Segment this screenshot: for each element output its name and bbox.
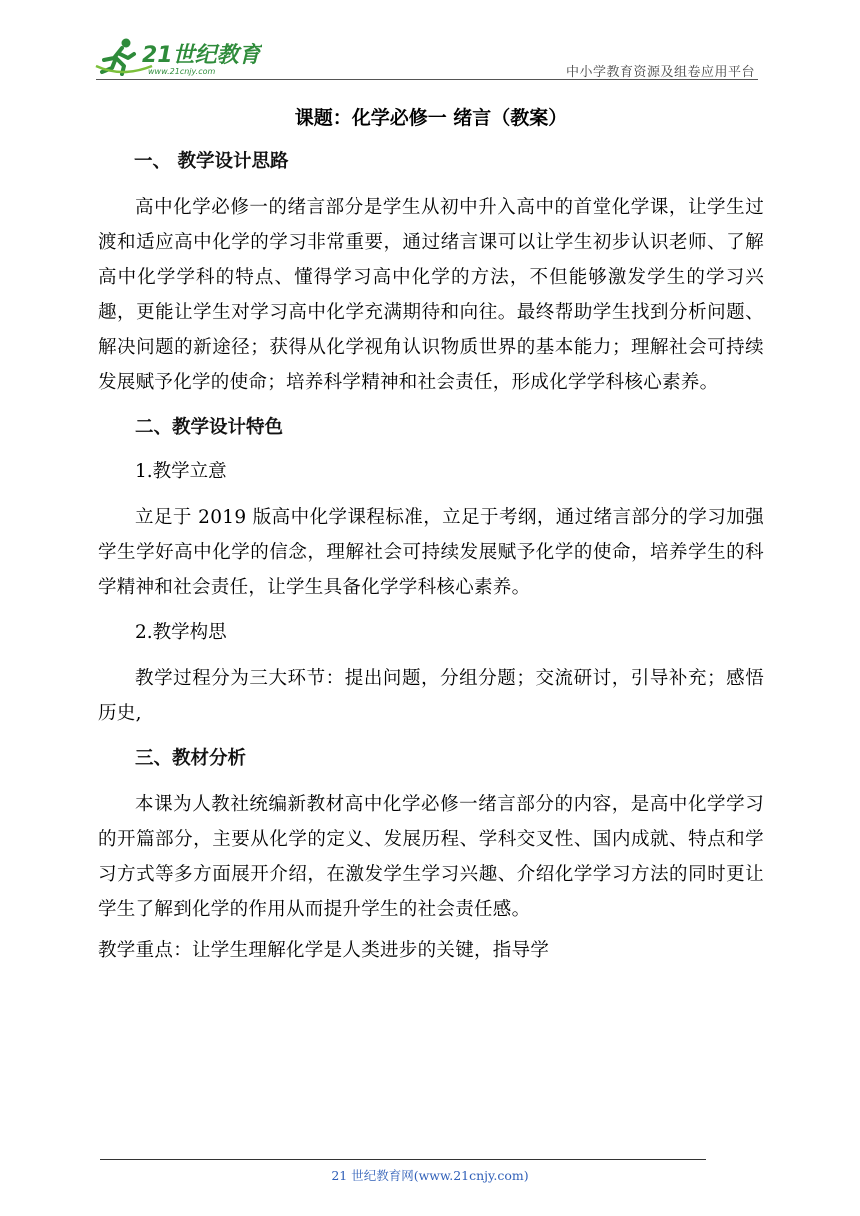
- paragraph-textbook-analysis: 本课为人教社统编新教材高中化学必修一绪言部分的内容，是高中化学学习的开篇部分，主要从化学的定义、发展历程、学科交叉性、国内成就、特点和学习方式等多方面展开介绍，在激发学生学习兴趣、介绍化学学习方法的同时更让学生了解到化学的作用从而提升学生的社会责任感。: [98, 794, 764, 920]
- section-heading-1: 一、 教学设计思路: [134, 151, 289, 172]
- section-heading-2: 二、教学设计特色: [135, 417, 284, 438]
- teaching-key-point: 教学重点：让学生理解化学是人类进步的关键，指导学: [98, 940, 550, 961]
- header-divider: [96, 79, 758, 80]
- footer-divider: [100, 1159, 706, 1160]
- footer-site-link[interactable]: 21 世纪教育网(www.21cnjy.com): [331, 1168, 529, 1183]
- site-logo: [92, 36, 262, 78]
- document-body: [98, 100, 764, 969]
- header-platform-text: 中小学教育资源及组卷应用平台: [565, 65, 755, 80]
- paragraph-design-idea: 高中化学必修一的绪言部分是学生从初中升入高中的首堂化学课，让学生过渡和适应高中化学的学习非常重要，通过绪言课可以让学生初步认识老师、了解高中化学学科的特点、懂得学习高中化学的方法，不但能够激发学生的学习兴趣，更能让学生对学习高中化学充满期待和向往。最终帮助学生找到分析问题、解决问题的新途径；获得从化学视角认识物质世界的基本能力；理解社会可持续发展赋予化学的使命；培养科学精神和社会责任，形成化学学科核心素养。: [98, 197, 764, 393]
- document-title: 课题：化学必修一 绪言（教案）: [294, 107, 568, 129]
- page-header: [0, 0, 860, 90]
- logo-url: www.21cnjy.com: [148, 67, 216, 76]
- subheading-teaching-concept: 2.教学构思: [135, 622, 227, 643]
- logo-text: 21世纪教育: [142, 43, 261, 68]
- section-heading-3: 三、教材分析: [135, 748, 247, 769]
- subheading-teaching-intent: 1.教学立意: [135, 461, 227, 482]
- paragraph-teaching-concept: 教学过程分为三大环节：提出问题，分组分题；交流研讨，引导补充；感悟历史,: [98, 668, 764, 724]
- paragraph-teaching-intent: 立足于 2019 版高中化学课程标准，立足于考纲，通过绪言部分的学习加强学生学好高中化学的信念，理解社会可持续发展赋予化学的使命，培养学生的科学精神和社会责任，让学生具备化学学科核心素养。: [98, 507, 764, 598]
